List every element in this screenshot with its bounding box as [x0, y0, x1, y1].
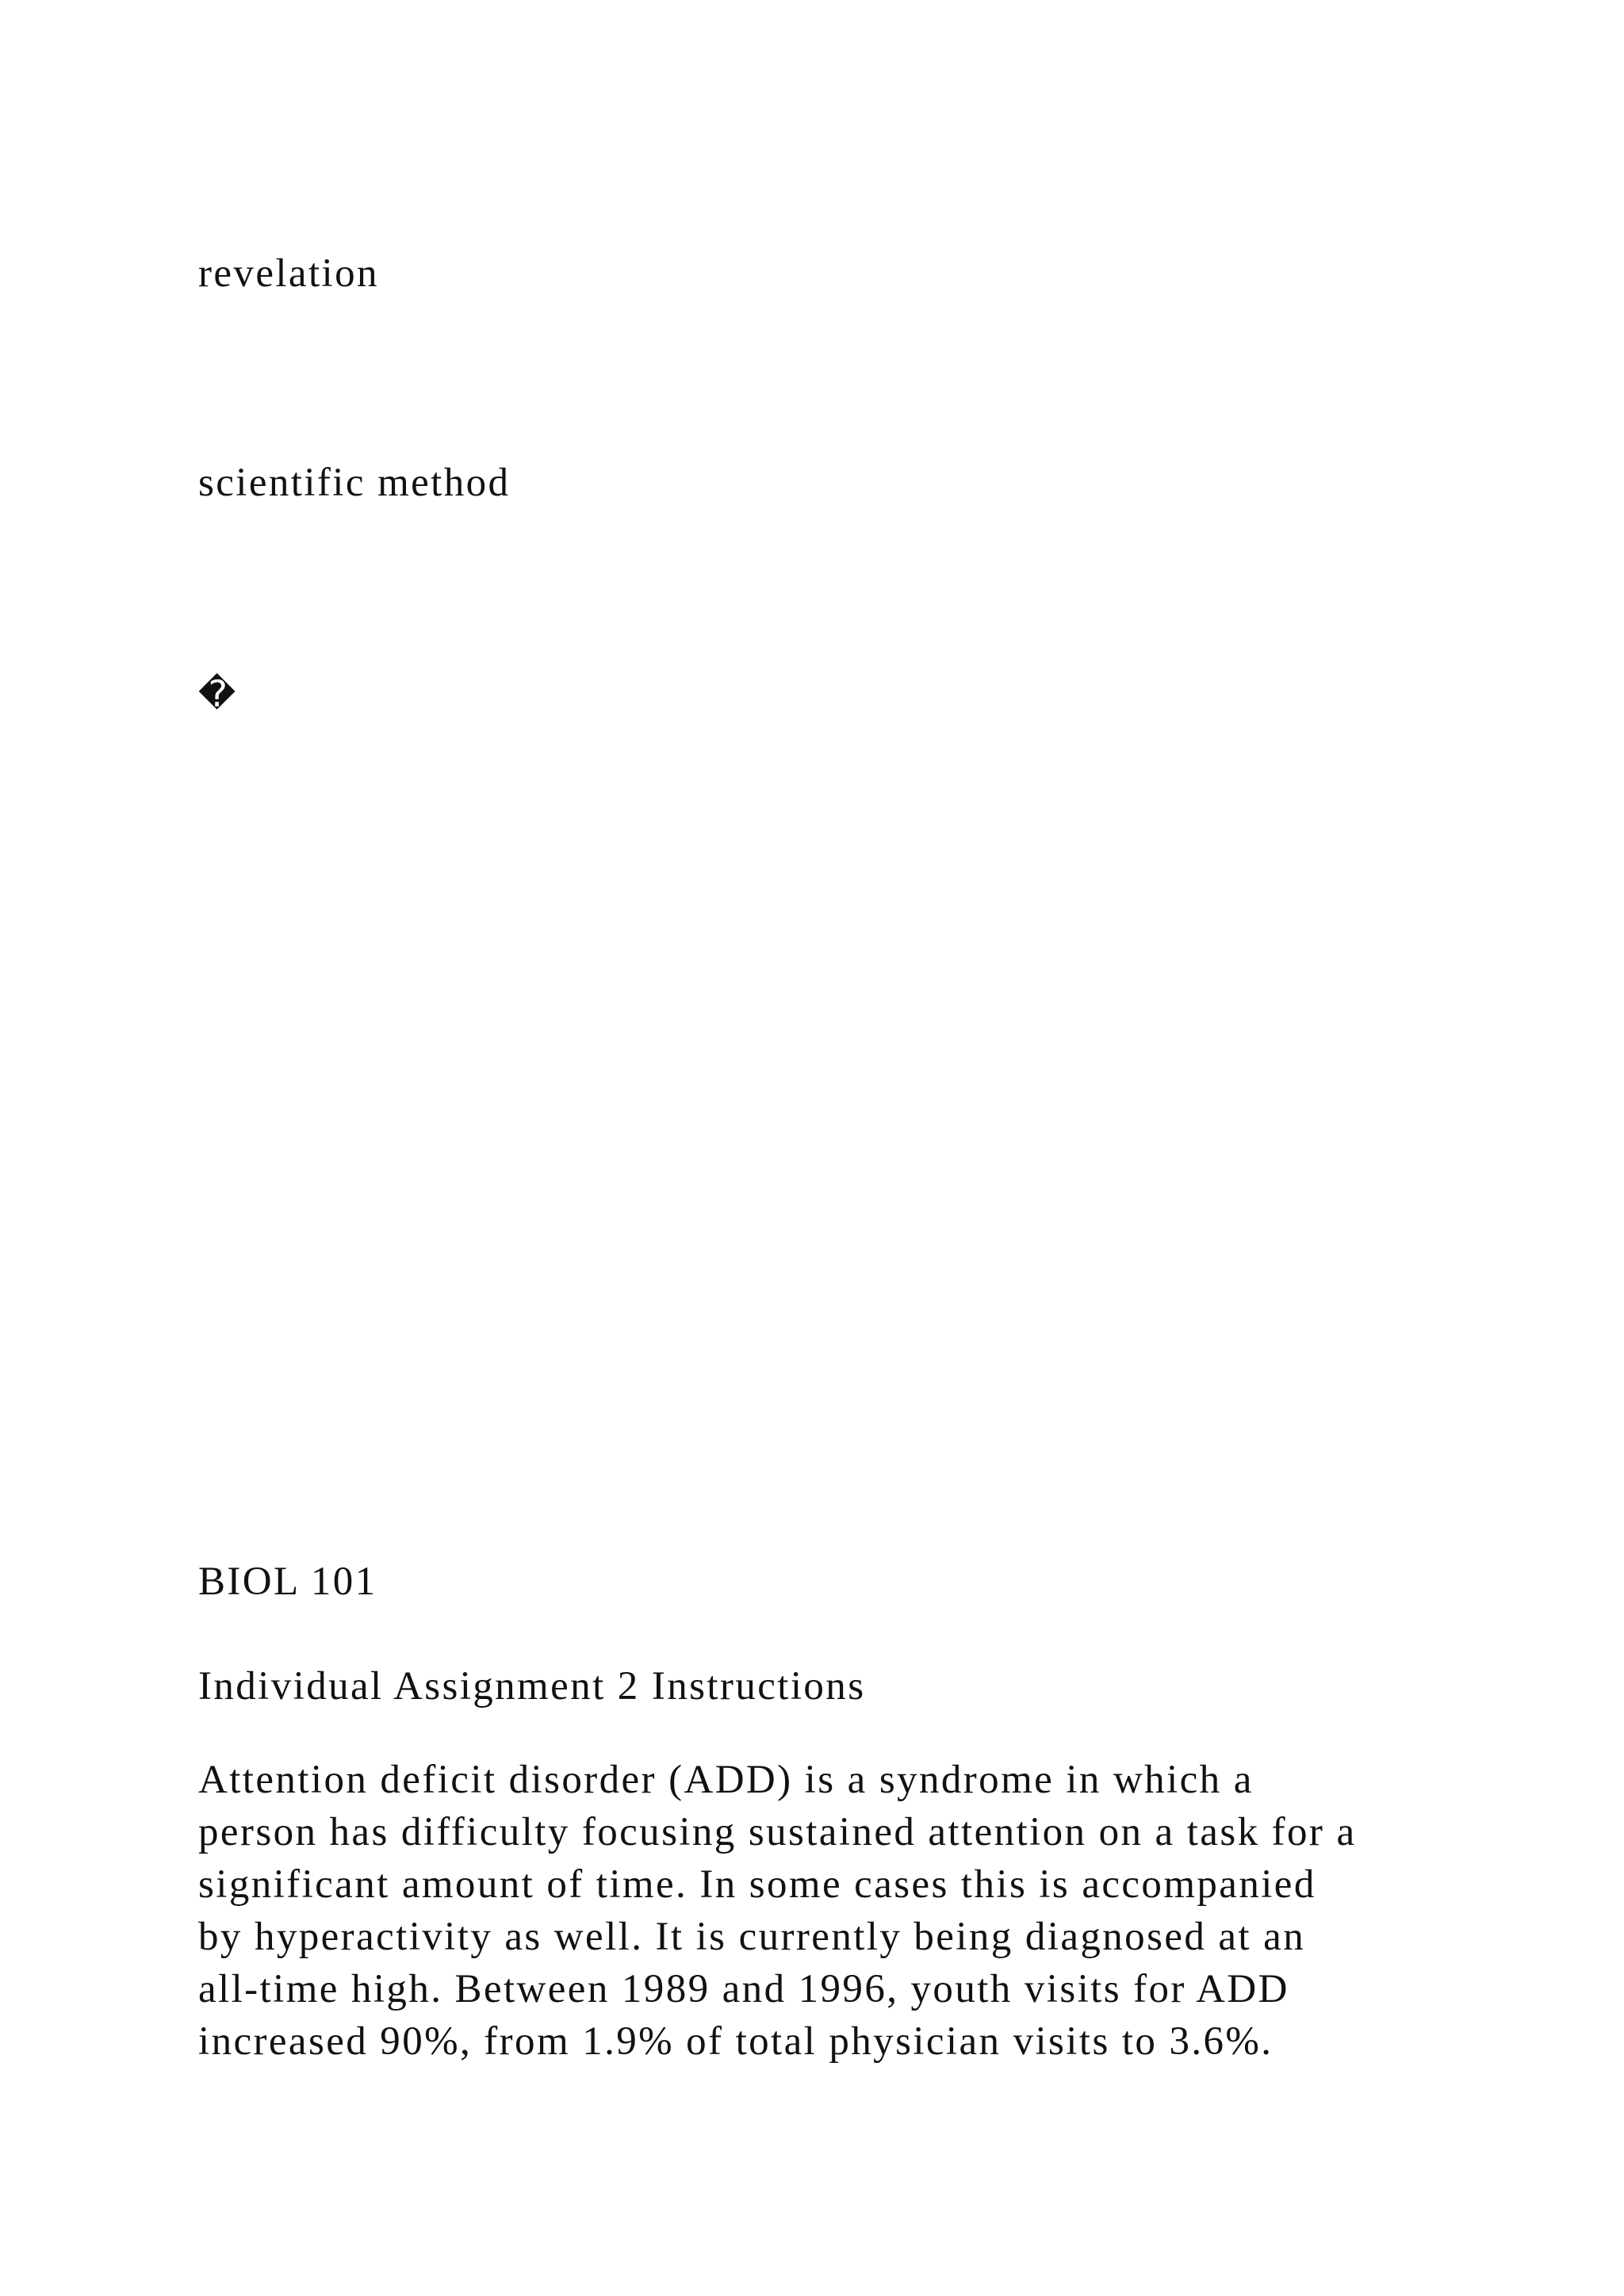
paragraph-line: by hyperactivity as well. It is currently being diagnosed at an [198, 1915, 1306, 1959]
paragraph-line: Attention deficit disorder (ADD) is a syndrome in which a [198, 1758, 1254, 1802]
replacement-character-glyph: � [198, 672, 238, 715]
paragraph-line: person has difficulty focusing sustained attention on a task for a [198, 1810, 1357, 1854]
paragraph-line: all-time high. Between 1989 and 1996, youth visits for ADD [198, 1967, 1289, 2011]
paragraph-line: significant amount of time. In some cases this is accompanied [198, 1862, 1316, 1907]
assignment-body-paragraph [198, 1754, 1357, 2068]
assignment-title: Individual Assignment 2 Instructions [198, 1664, 866, 1709]
term-revelation: revelation [198, 251, 379, 296]
course-code: BIOL 101 [198, 1559, 377, 1604]
term-scientific-method: scientific method [198, 461, 511, 505]
paragraph-line: increased 90%, from 1.9% of total physician visits to 3.6%. [198, 2019, 1274, 2064]
